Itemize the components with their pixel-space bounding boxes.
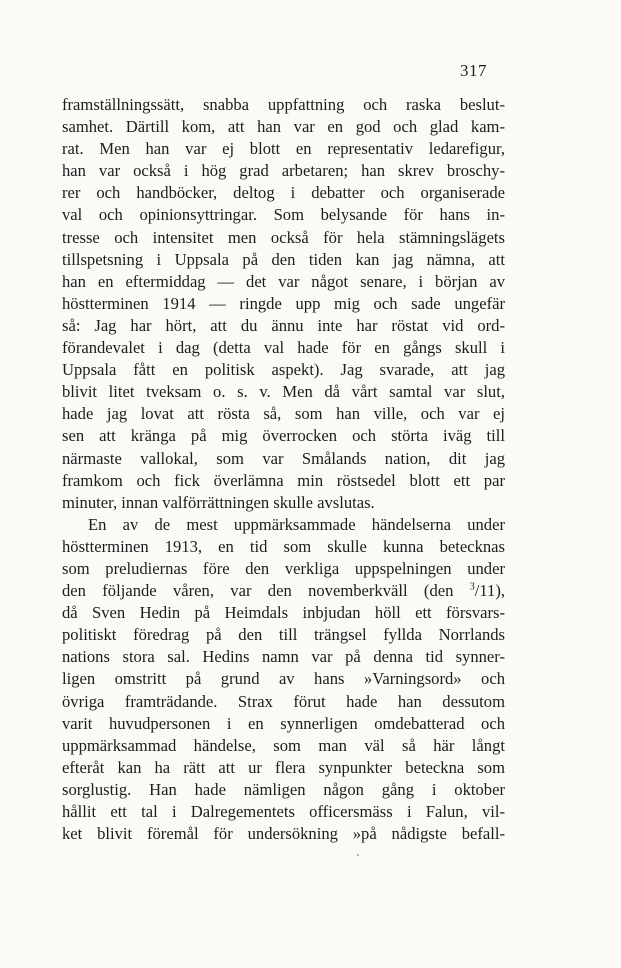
text-line: höstterminen 1914 — ringde upp mig och sade ungefär: [62, 293, 505, 313]
text-line: [62, 580, 505, 602]
date-rest: /11),: [474, 581, 505, 601]
page-number: 317: [460, 61, 487, 80]
paper-speck: [357, 854, 359, 856]
date-superscript: 3: [469, 581, 475, 593]
text-line: ligen omstritt på grund av hans »Varningsord» och: [62, 669, 505, 689]
text-line: uppmärksammad händelse, som man väl så här långt: [62, 735, 505, 755]
text-line: hade jag lovat att rösta så, som han ville, och var ej: [62, 404, 505, 424]
text-line: samhet. Därtill kom, att han var en god och glad kam-: [62, 117, 505, 137]
text-line: framställningssätt, snabba uppfattning och raska beslut-: [62, 95, 505, 114]
body-text: [62, 94, 505, 845]
text-line: hållit ett tal i Dalregementets officersmäss i Falun, vil-: [62, 802, 505, 821]
text-line: ket blivit föremål för undersökning »på nådigste befall-: [62, 824, 505, 844]
text-line: höstterminen 1913, en tid som skulle kunna betecknas: [62, 536, 505, 556]
text-line: tresse och intensitet men också för hela stämningslägets: [62, 227, 505, 247]
text-line: minuter, innan valförrättningen skulle avslutas.: [62, 492, 375, 512]
text-line: val och opinionsyttringar. Som belysande för hans in-: [62, 205, 505, 225]
text-line: han en eftermiddag — det var något senare, i början av: [62, 271, 505, 291]
text-line: En av de mest uppmärksammade händelserna under: [88, 514, 505, 534]
text-line: rat. Men han var ej blott en representativ ledarefigur,: [62, 139, 505, 159]
text-line: framkom och fick överlämna min röstsedel blott ett par: [62, 470, 505, 490]
text-line: varit huvudpersonen i en synnerligen omdebatterad och: [62, 713, 505, 733]
text-line: han var också i hög grad arbetaren; han skrev broschy-: [62, 161, 505, 181]
text-line: politiskt föredrag på den till trängsel fyllda Norrlands: [62, 625, 505, 645]
text-line: Uppsala fått en politisk aspekt). Jag svarade, att jag: [62, 360, 505, 380]
text-line: närmaste vallokal, som var Smålands nation, dit jag: [62, 448, 505, 468]
text-line: så: Jag har hört, att du ännu inte har röstat vid ord-: [62, 315, 505, 335]
text-line: blivit litet tveksam o. s. v. Men då vårt samtal var slut,: [62, 382, 505, 402]
text-line: sorglustig. Han hade nämligen någon gång i oktober: [62, 779, 505, 799]
text-line: nations stora sal. Hedins namn var på denna tid synner-: [62, 647, 505, 667]
text-line: förandevalet i dag (detta val hade för en gångs skull i: [62, 338, 505, 358]
text-line: rer och handböcker, deltog i debatter och organiserade: [62, 183, 505, 203]
text-line: tillspetsning i Uppsala på den tiden kan jag nämna, att: [62, 249, 505, 269]
text-line: sen att kränga på mig överrocken och störta iväg till: [62, 426, 505, 446]
text-line: som preludiernas före den verkliga uppspelningen under: [62, 558, 505, 578]
text-line: efteråt kan ha rätt att ur flera synpunkter beteckna som: [62, 757, 505, 777]
text-line-part: den följande våren, var den novemberkväll (den: [62, 581, 470, 601]
text-line: övriga framträdande. Strax förut hade han dessutom: [62, 691, 505, 711]
text-line: då Sven Hedin på Heimdals inbjudan höll ett försvars-: [62, 603, 505, 623]
